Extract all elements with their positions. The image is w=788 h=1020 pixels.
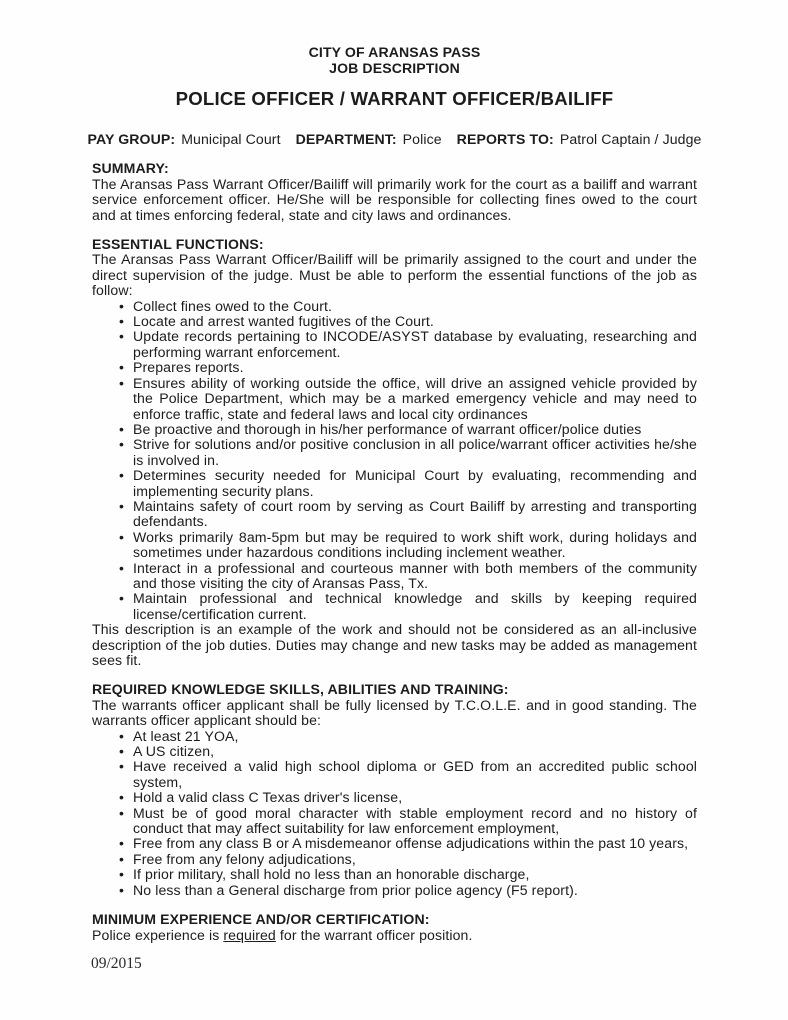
essential-function-item [92,499,697,530]
list-item-text: Collect fines owed to the Court. [133,297,333,314]
required-knowledge-list [92,729,697,898]
essential-functions-heading: ESSENTIAL FUNCTIONS: [92,236,264,253]
list-item-text: Prepares reports. [133,359,244,376]
list-item-text: Determines security needed for Municipal Court by evaluating, recommending and implementing security plans. [133,467,697,499]
essential-function-item [92,329,697,360]
list-item-text: No less than a General discharge from prior police agency (F5 report). [133,881,578,898]
list-item-text: At least 21 YOA, [133,727,239,744]
essential-functions-list [92,299,697,623]
required-knowledge-item [92,867,697,882]
summary-body: The Aransas Pass Warrant Officer/Bailiff will primarily work for the court as a bailiff and warrant service enforcement officer. He/She will be responsible for collecting fines owed to the court and at times enforcing federal, state and city laws and ordinances. [92,175,697,223]
essential-function-item [92,422,697,437]
essential-function-item [92,299,697,314]
list-item-text: Free from any class B or A misdemeanor offense adjudications within the past 10 years, [133,835,689,852]
list-item-text: Interact in a professional and courteous manner with both members of the community and those visiting the city of Aransas Pass, Tx. [133,559,697,591]
document-content [87,44,702,943]
essential-function-item [92,376,697,422]
essential-function-item [92,360,697,375]
department-value: Police [402,131,442,147]
reports-to-value: Patrol Captain / Judge [559,131,702,147]
list-item-text: Must be of good moral character with stable employment record and no history of conduct that may affect suitability for law enforcement employment, [133,804,697,837]
reports-to-label: REPORTS TO: [456,131,554,147]
minimum-experience-text [92,928,697,943]
essential-function-item [92,530,697,561]
required-knowledge-section [92,682,697,898]
required-knowledge-item [92,790,697,805]
summary-section [92,161,697,223]
required-knowledge-item [92,852,697,867]
required-knowledge-intro: The warrants officer applicant shall be fully licensed by T.C.O.L.E. and in good standing. The warrants officer applicant should be: [92,696,697,729]
essential-function-item [92,468,697,499]
required-knowledge-item [92,729,697,744]
essential-function-item [92,591,697,622]
list-item-text: Maintains safety of court room by serving as Court Bailiff by arresting and transporting defendants. [133,497,697,530]
list-item-text: If prior military, shall hold no less than an honorable discharge, [133,866,530,883]
underlined-word: required [223,926,276,943]
job-title: POLICE OFFICER / WARRANT OFFICER/BAILIFF [175,88,614,109]
sentence-prefix: Police experience is [92,926,224,943]
meta-line [87,131,702,147]
essential-function-item [92,314,697,329]
essential-functions-closing: This description is an example of the work and should not be considered as an all-inclusive description of the job duties. Duties may change and new tasks may be added as management sees fit. [92,621,697,668]
required-knowledge-item [92,806,697,837]
list-item-text: Be proactive and thorough in his/her performance of warrant officer/police duties [133,420,642,437]
summary-heading: SUMMARY: [92,160,169,177]
essential-function-item [92,561,697,592]
list-item-text: Works primarily 8am-5pm but may be required to work shift work, during holidays and sometimes under hazardous conditions including inclement weather. [133,528,697,561]
list-item-text: Maintain professional and technical knowledge and skills by keeping required license/certification current. [133,590,697,622]
list-item-text: A US citizen, [133,743,215,760]
list-item-text: Free from any felony adjudications, [133,850,356,867]
required-knowledge-item [92,883,697,898]
required-knowledge-item [92,836,697,851]
list-item-text: Have received a valid high school diploma or GED from an accredited public school system, [133,758,697,790]
pay-group-label: PAY GROUP: [87,131,176,147]
essential-function-item [92,437,697,468]
org-title: CITY OF ARANSAS PASS [308,44,481,60]
required-knowledge-item [92,759,697,790]
essential-functions-intro: The Aransas Pass Warrant Officer/Bailiff will be primarily assigned to the court and under the direct supervision of the judge. Must be able to perform the essential functions of the job as follow: [92,251,697,299]
minimum-experience-section [92,912,697,943]
list-item-text: Update records pertaining to INCODE/ASYST database by evaluating, researching and performing warrant enforcement. [133,328,697,360]
list-item-text: Ensures ability of working outside the office, will drive an assigned vehicle provided by the Police Department, which may be a marked emergency vehicle and may need to enforce traffic, state and federal laws and local city ordinances [133,374,697,422]
list-item-text: Strive for solutions and/or positive conclusion in all police/warrant officer activities he/she is involved in. [133,436,697,468]
revision-date: 09/2015 [91,955,142,972]
department-label: DEPARTMENT: [295,131,397,147]
list-item-text: Locate and arrest wanted fugitives of the Court. [133,313,434,330]
minimum-experience-heading: MINIMUM EXPERIENCE AND/OR CERTIFICATION: [92,911,430,928]
pay-group-value: Municipal Court [181,131,281,147]
list-item-text: Hold a valid class C Texas driver's license, [133,789,403,806]
sentence-suffix: for the warrant officer position. [275,926,473,943]
required-knowledge-item [92,744,697,759]
document-header [92,44,697,109]
doc-type-title: JOB DESCRIPTION [329,60,460,76]
essential-functions-section [92,237,697,668]
required-knowledge-heading: REQUIRED KNOWLEDGE SKILLS, ABILITIES AND TRAINING: [92,681,509,698]
